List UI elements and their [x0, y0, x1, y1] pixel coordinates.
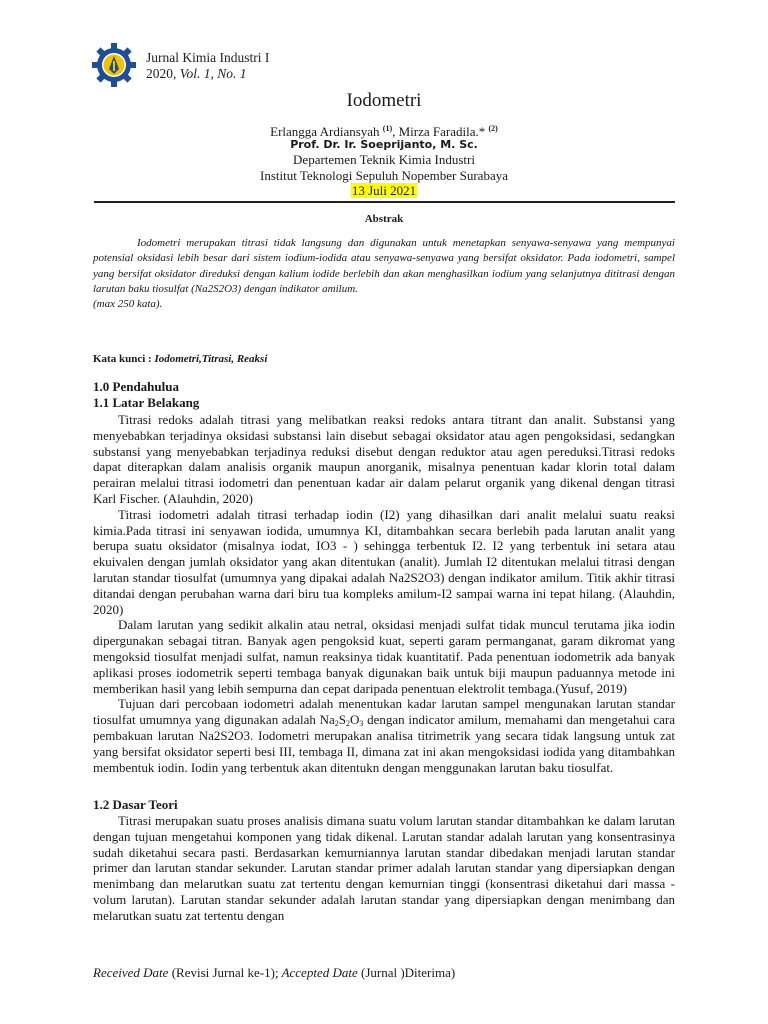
accepted-label: Accepted Date: [278, 965, 358, 980]
section-heading-1: 1.0 Pendahulua: [93, 379, 179, 394]
formula-na: Na: [319, 712, 335, 728]
abstract-note: (max 250 kata).: [93, 298, 163, 311]
author-1-mark: (1): [382, 124, 393, 133]
received-value: (Revisi Jurnal ke-1);: [168, 965, 279, 980]
latar-belakang-body: [93, 412, 675, 775]
author-2-mark: (2): [488, 124, 498, 133]
formula-sub: 2: [345, 719, 350, 729]
section-heading-1-2: 1.2 Dasar Teori: [93, 797, 178, 812]
journal-year: 2020,: [146, 66, 177, 81]
header-divider: [94, 201, 675, 203]
abstract-heading: Abstrak: [364, 213, 404, 225]
paragraph: [93, 696, 675, 775]
paper-date: [0, 183, 768, 199]
supervisor: Prof. Dr. Ir. Soeprijanto, M. Sc.: [290, 138, 478, 151]
keywords-label: Kata kunci :: [93, 353, 152, 365]
its-gear-logo-icon: [92, 43, 136, 87]
accepted-value: (Jurnal )Diterima): [357, 965, 456, 980]
received-label: Received Date: [93, 965, 169, 980]
formula-sub: 3: [359, 719, 364, 729]
abstract-body: [93, 236, 675, 312]
paragraph: Titrasi redoks adalah titrasi yang melibatkan reaksi redoks antara titrant dan analit. Substansi yang menyebabkan terjadinya oksidasi substansi lain disebut sebagai oksidator atau agen pengoksidasi, sedangkan substansi yang menyebabkan terjadinya reduksi disebut dengan reduktor atau agen pereduksi.Titrasi redoks dapat diterapkan dalam analisis organik maupun anorganik, misalnya penentuan kadar klorin total dalam perairan melalui titrasi iodometri dan penentuan kadar air dalam pelarut organik yang dikenal dengan titrasi Karl Fischer. (Alauhdin, 2020): [93, 412, 675, 506]
paragraph: Titrasi merupakan suatu proses analisis dimana suatu volum larutan standar ditambahkan ke dalam larutan dengan tujuan mengetahui komponen yang tidak dikenal. Larutan standar adalah larutan yang konsentrasinya sudah diketahui secara pasti. Berdasarkan kemurniannya larutan standar dibedakan menjadi larutan standar primer dan larutan standar sekunder. Larutan standar primer adalah larutan standar yang dipersiapkan dengan menimbang dan melarutkan suatu zat tertentu dengan kemurnian tinggi (konsentrasi diketahui dari massa - volum larutan). Larutan standar sekunder adalah larutan standar yang dipersiapkan dengan menimbang dan melarutkan suatu zat tertentu dengan: [93, 813, 675, 923]
paper-title: Iodometri: [346, 90, 422, 111]
journal-name: Jurnal Kimia Industri I: [146, 50, 270, 65]
department: Departemen Teknik Kimia Industri: [293, 152, 475, 167]
highlighted-date: 13 Juli 2021: [351, 183, 417, 198]
journal-header: [146, 50, 269, 82]
dasar-teori-body: [93, 813, 675, 924]
author-2: , Mirza Faradila.*: [392, 124, 486, 139]
journal-vol-no: Vol. 1, No. 1: [179, 66, 247, 81]
keywords: [93, 352, 267, 366]
abstract-text: Iodometri merupakan titrasi tidak langsung dan digunakan untuk menetapkan senyawa-senyawa yang mempunyai potensial oksidasi lebih besar dari sistem iodium-iodida atau senyawa-senyawa yang bersifat oksidator. Pada iodometri, sampel yang bersifat oksidator direduksi dengan kalium iodide berlebih dan akan menghasilkan iodium yang selanjutnya dititrasi dengan larutan baku tiosulfat (Na2S2O3) dengan indikator amilum.: [93, 237, 675, 295]
paragraph-text: Tujuan dari percobaan iodometri adalah menentukan kadar larutan sampel mengunakan larutan standar tiosulfat umumnya yang digunakan adalah: [93, 696, 675, 728]
author-1: Erlangga Ardiansyah: [270, 124, 380, 139]
journal-volume: [146, 66, 269, 82]
footer-dates: [93, 965, 455, 981]
section-heading-1-1: 1.1 Latar Belakang: [93, 395, 200, 410]
institution: Institut Teknologi Sepuluh Nopember Surabaya: [260, 168, 508, 183]
formula-o: O: [349, 712, 360, 728]
keywords-terms: Iodometri,Titrasi, Reaksi: [154, 353, 268, 365]
paragraph: Dalam larutan yang sedikit alkalin atau netral, oksidasi menjadi sulfat tidak muncul terutama jika iodin dipergunakan sebagai titran. Banyak agen pengoksid kuat, seperti garam permanganat, garam dikromat yang mengoksid tiosulfat menjadi sulfat, namun reaksinya tidak kuantitatif. Pada penentuan iodometrik ada banyak aplikasi proses iodometrik seperti tembaga banyak digunakan baik untuk biji maupun paduannya metode ini memberikan hasil yang lebih sempurna dan cepat daripada penentuan elektrolit tembaga.(Yusuf, 2019): [93, 617, 675, 696]
formula-sub: 2: [334, 719, 339, 729]
paragraph: Titrasi iodometri adalah titrasi terhadap iodin (I2) yang dihasilkan dari analit melalui suatu reaksi kimia.Pada titrasi ini senyawan iodida, umumnya KI, ditambahkan secara berlebih pada larutan analit yang berupa suatu oksidator (misalnya iodat, IO3 - ) sehingga terbentuk I2. I2 yang terbentuk ini setara atau ekuivalen dengan jumlah oksidator yang akan ditentukan (analit). Jumlah I2 ditentukan melalui titrasi dengan larutan standar tiosulfat (umumnya yang dipakai adalah Na2S2O3) dengan indikator amilum. Titik akhir titrasi ditandai dengan perubahan warna dari biru tua kompleks amilum-I2 sampai warna ini tepat hilang. (Alauhdin, 2020): [93, 506, 675, 617]
formula-s: S: [338, 712, 346, 728]
paragraph-text: dengan indicator amilum, memahami dan mengetahui cara pembakuan larutan Na2S2O3. Iodometri merupakan analisa titrimetrik yang secara tidak langsung untuk zat yang bersifat oksidator seperti besi III, tembaga II, dimana zat ini akan mengoksidasi iodida yang ditambahkan membentuk iodin. Iodin yang terbentuk akan ditentukn dengan menggunakan larutan baku tiosulfat.: [93, 712, 675, 775]
